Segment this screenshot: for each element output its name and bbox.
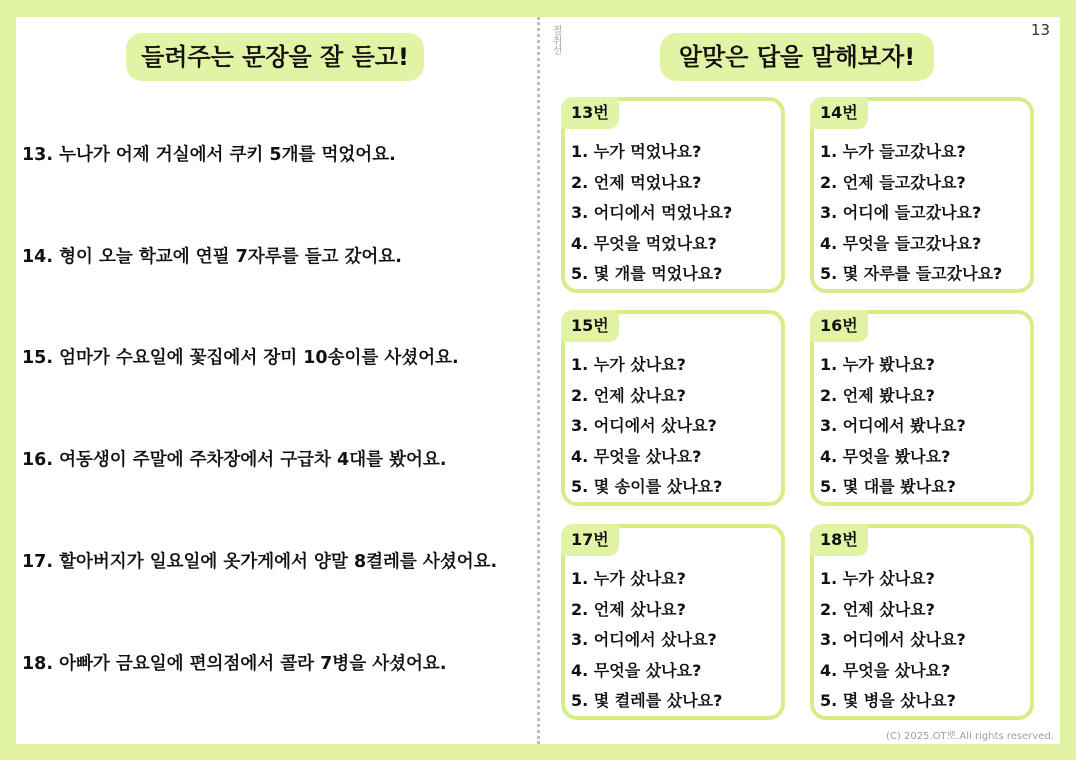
question-line: 3. 어디에서 샀나요?: [571, 416, 717, 435]
question-line: 3. 어디에서 샀나요?: [820, 630, 966, 649]
copyright-notice: (C) 2025.OT뽀.All rights reserved.: [886, 731, 1054, 742]
question-line: 5. 몇 자루를 들고갔나요?: [820, 264, 1003, 283]
question-list: [820, 564, 966, 717]
question-line: 3. 어디에서 먹었나요?: [571, 203, 733, 222]
question-line: 2. 언제 들고갔나요?: [820, 172, 966, 192]
question-line: 5. 몇 켤레를 샀나요?: [571, 691, 723, 710]
question-card-label: 13번: [561, 97, 619, 129]
question-line: 3. 어디에서 샀나요?: [571, 630, 717, 649]
question-line: 4. 무엇을 먹었나요?: [571, 233, 717, 253]
question-line: 4. 무엇을 들고갔나요?: [820, 233, 982, 253]
question-line: 4. 무엇을 샀나요?: [820, 660, 951, 680]
sentence-17: 17. 할아버지가 일요일에 옷가게에서 양말 8켤레를 사셨어요.: [22, 552, 498, 572]
question-line: 1. 누가 샀나요?: [571, 569, 686, 588]
question-line: 1. 누가 먹었나요?: [571, 142, 702, 161]
left-title: 들려주는 문장을 잘 듣고!: [126, 33, 424, 81]
question-line: 4. 무엇을 샀나요?: [571, 660, 702, 680]
question-card-label: 17번: [561, 524, 619, 556]
right-title: 알맞은 답을 말해보자!: [660, 33, 934, 81]
question-card-17: [561, 524, 785, 720]
page-number: 13: [1030, 21, 1050, 39]
question-line: 1. 누가 샀나요?: [571, 355, 686, 374]
question-line: 2. 언제 샀나요?: [820, 599, 935, 619]
question-card-13: [561, 97, 785, 293]
question-line: 1. 누가 봤나요?: [820, 355, 935, 374]
question-card-label: 15번: [561, 310, 619, 342]
question-list: [820, 350, 966, 503]
question-card-label: 16번: [810, 310, 868, 342]
cut-divider-line: [537, 17, 540, 744]
question-line: 5. 몇 대를 봤나요?: [820, 477, 956, 496]
question-card-15: [561, 310, 785, 506]
question-list: [820, 137, 1002, 290]
question-line: 2. 언제 먹었나요?: [571, 172, 702, 192]
question-card-16: [810, 310, 1034, 506]
sentence-18: 18. 아빠가 금요일에 편의점에서 콜라 7병을 사셨어요.: [22, 654, 447, 674]
question-card-18: [810, 524, 1034, 720]
question-line: 2. 언제 샀나요?: [571, 599, 686, 619]
question-list: [571, 350, 722, 503]
sentence-15: 15. 엄마가 수요일에 꽃집에서 장미 10송이를 사셨어요.: [22, 348, 459, 368]
question-line: 5. 몇 개를 먹었나요?: [571, 264, 723, 283]
cut-line-label: 절취선: [550, 25, 561, 55]
sentence-16: 16. 여동생이 주말에 주차장에서 구급차 4대를 봤어요.: [22, 450, 447, 470]
question-line: 5. 몇 병을 샀나요?: [820, 691, 956, 710]
question-line: 1. 누가 들고갔나요?: [820, 142, 966, 161]
question-line: 1. 누가 샀나요?: [820, 569, 935, 588]
question-list: [571, 137, 732, 290]
question-card-label: 18번: [810, 524, 868, 556]
worksheet-page: [16, 17, 1060, 744]
question-line: 2. 언제 샀나요?: [571, 385, 686, 405]
question-line: 3. 어디에 들고갔나요?: [820, 203, 982, 222]
sentence-14: 14. 형이 오늘 학교에 연필 7자루를 들고 갔어요.: [22, 247, 402, 267]
question-line: 3. 어디에서 봤나요?: [820, 416, 966, 435]
sentence-13: 13. 누나가 어제 거실에서 쿠키 5개를 먹었어요.: [22, 145, 396, 165]
question-line: 2. 언제 봤나요?: [820, 385, 935, 405]
question-card-label: 14번: [810, 97, 868, 129]
question-line: 4. 무엇을 샀나요?: [571, 446, 702, 466]
question-card-14: [810, 97, 1034, 293]
question-line: 5. 몇 송이를 샀나요?: [571, 477, 723, 496]
question-line: 4. 무엇을 봤나요?: [820, 446, 951, 466]
question-list: [571, 564, 722, 717]
